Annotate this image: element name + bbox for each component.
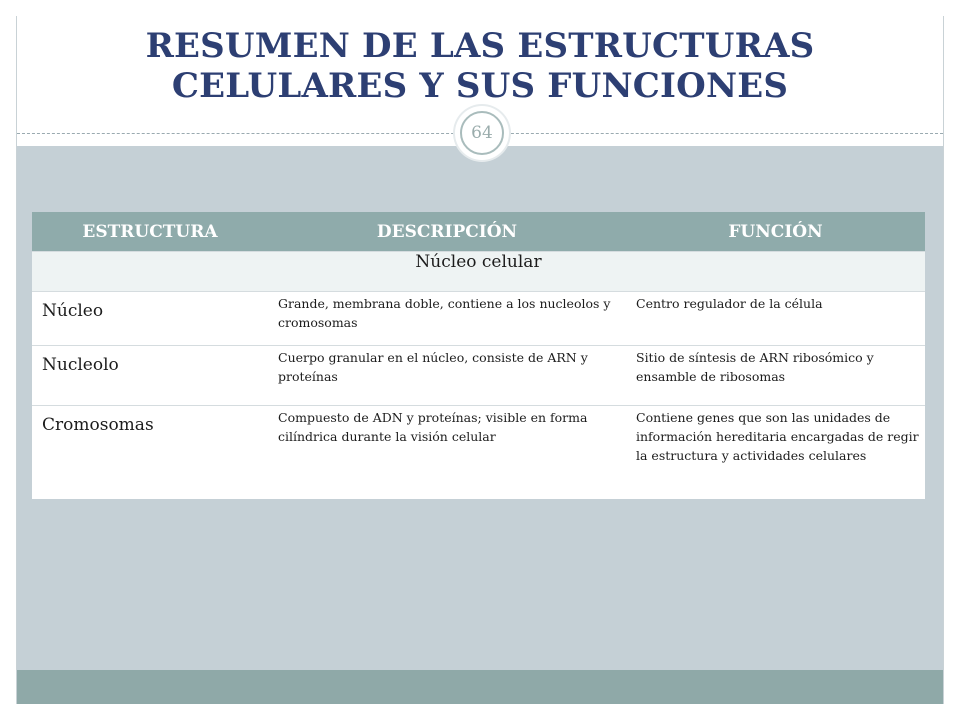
page-number: 64 xyxy=(460,111,504,155)
function-cell: Sitio de síntesis de ARN ribosómico y ensamble de ribosomas xyxy=(626,346,925,406)
footer-band xyxy=(17,670,943,704)
slide-title-line-1: RESUMEN DE LAS ESTRUCTURAS xyxy=(145,26,815,66)
header-structure: ESTRUCTURA xyxy=(32,212,268,252)
structure-cell: Cromosomas xyxy=(32,406,268,500)
right-border xyxy=(943,16,944,704)
structure-cell: Nucleolo xyxy=(32,346,268,406)
description-cell: Cuerpo granular en el núcleo, consiste de ARN y proteínas xyxy=(268,346,626,406)
table-row xyxy=(32,292,925,346)
group-label: Núcleo celular xyxy=(32,252,925,292)
structure-cell: Núcleo xyxy=(32,292,268,346)
page-number-badge xyxy=(455,106,509,160)
description-cell: Grande, membrana doble, contiene a los nucleolos y cromosomas xyxy=(268,292,626,346)
table-group-row xyxy=(32,252,925,292)
table-row xyxy=(32,406,925,500)
table-row xyxy=(32,346,925,406)
function-cell: Centro regulador de la célula xyxy=(626,292,925,346)
header-description: DESCRIPCIÓN xyxy=(268,212,626,252)
slide-title xyxy=(40,26,920,106)
function-cell: Contiene genes que son las unidades de información hereditaria encargadas de regir la estructura y actividades celulares xyxy=(626,406,925,500)
header-function: FUNCIÓN xyxy=(626,212,925,252)
slide-title-line-2: CELULARES Y SUS FUNCIONES xyxy=(171,66,789,106)
description-cell: Compuesto de ADN y proteínas; visible en forma cilíndrica durante la visión celular xyxy=(268,406,626,500)
structures-table xyxy=(32,212,925,499)
table-header-row xyxy=(32,212,925,252)
